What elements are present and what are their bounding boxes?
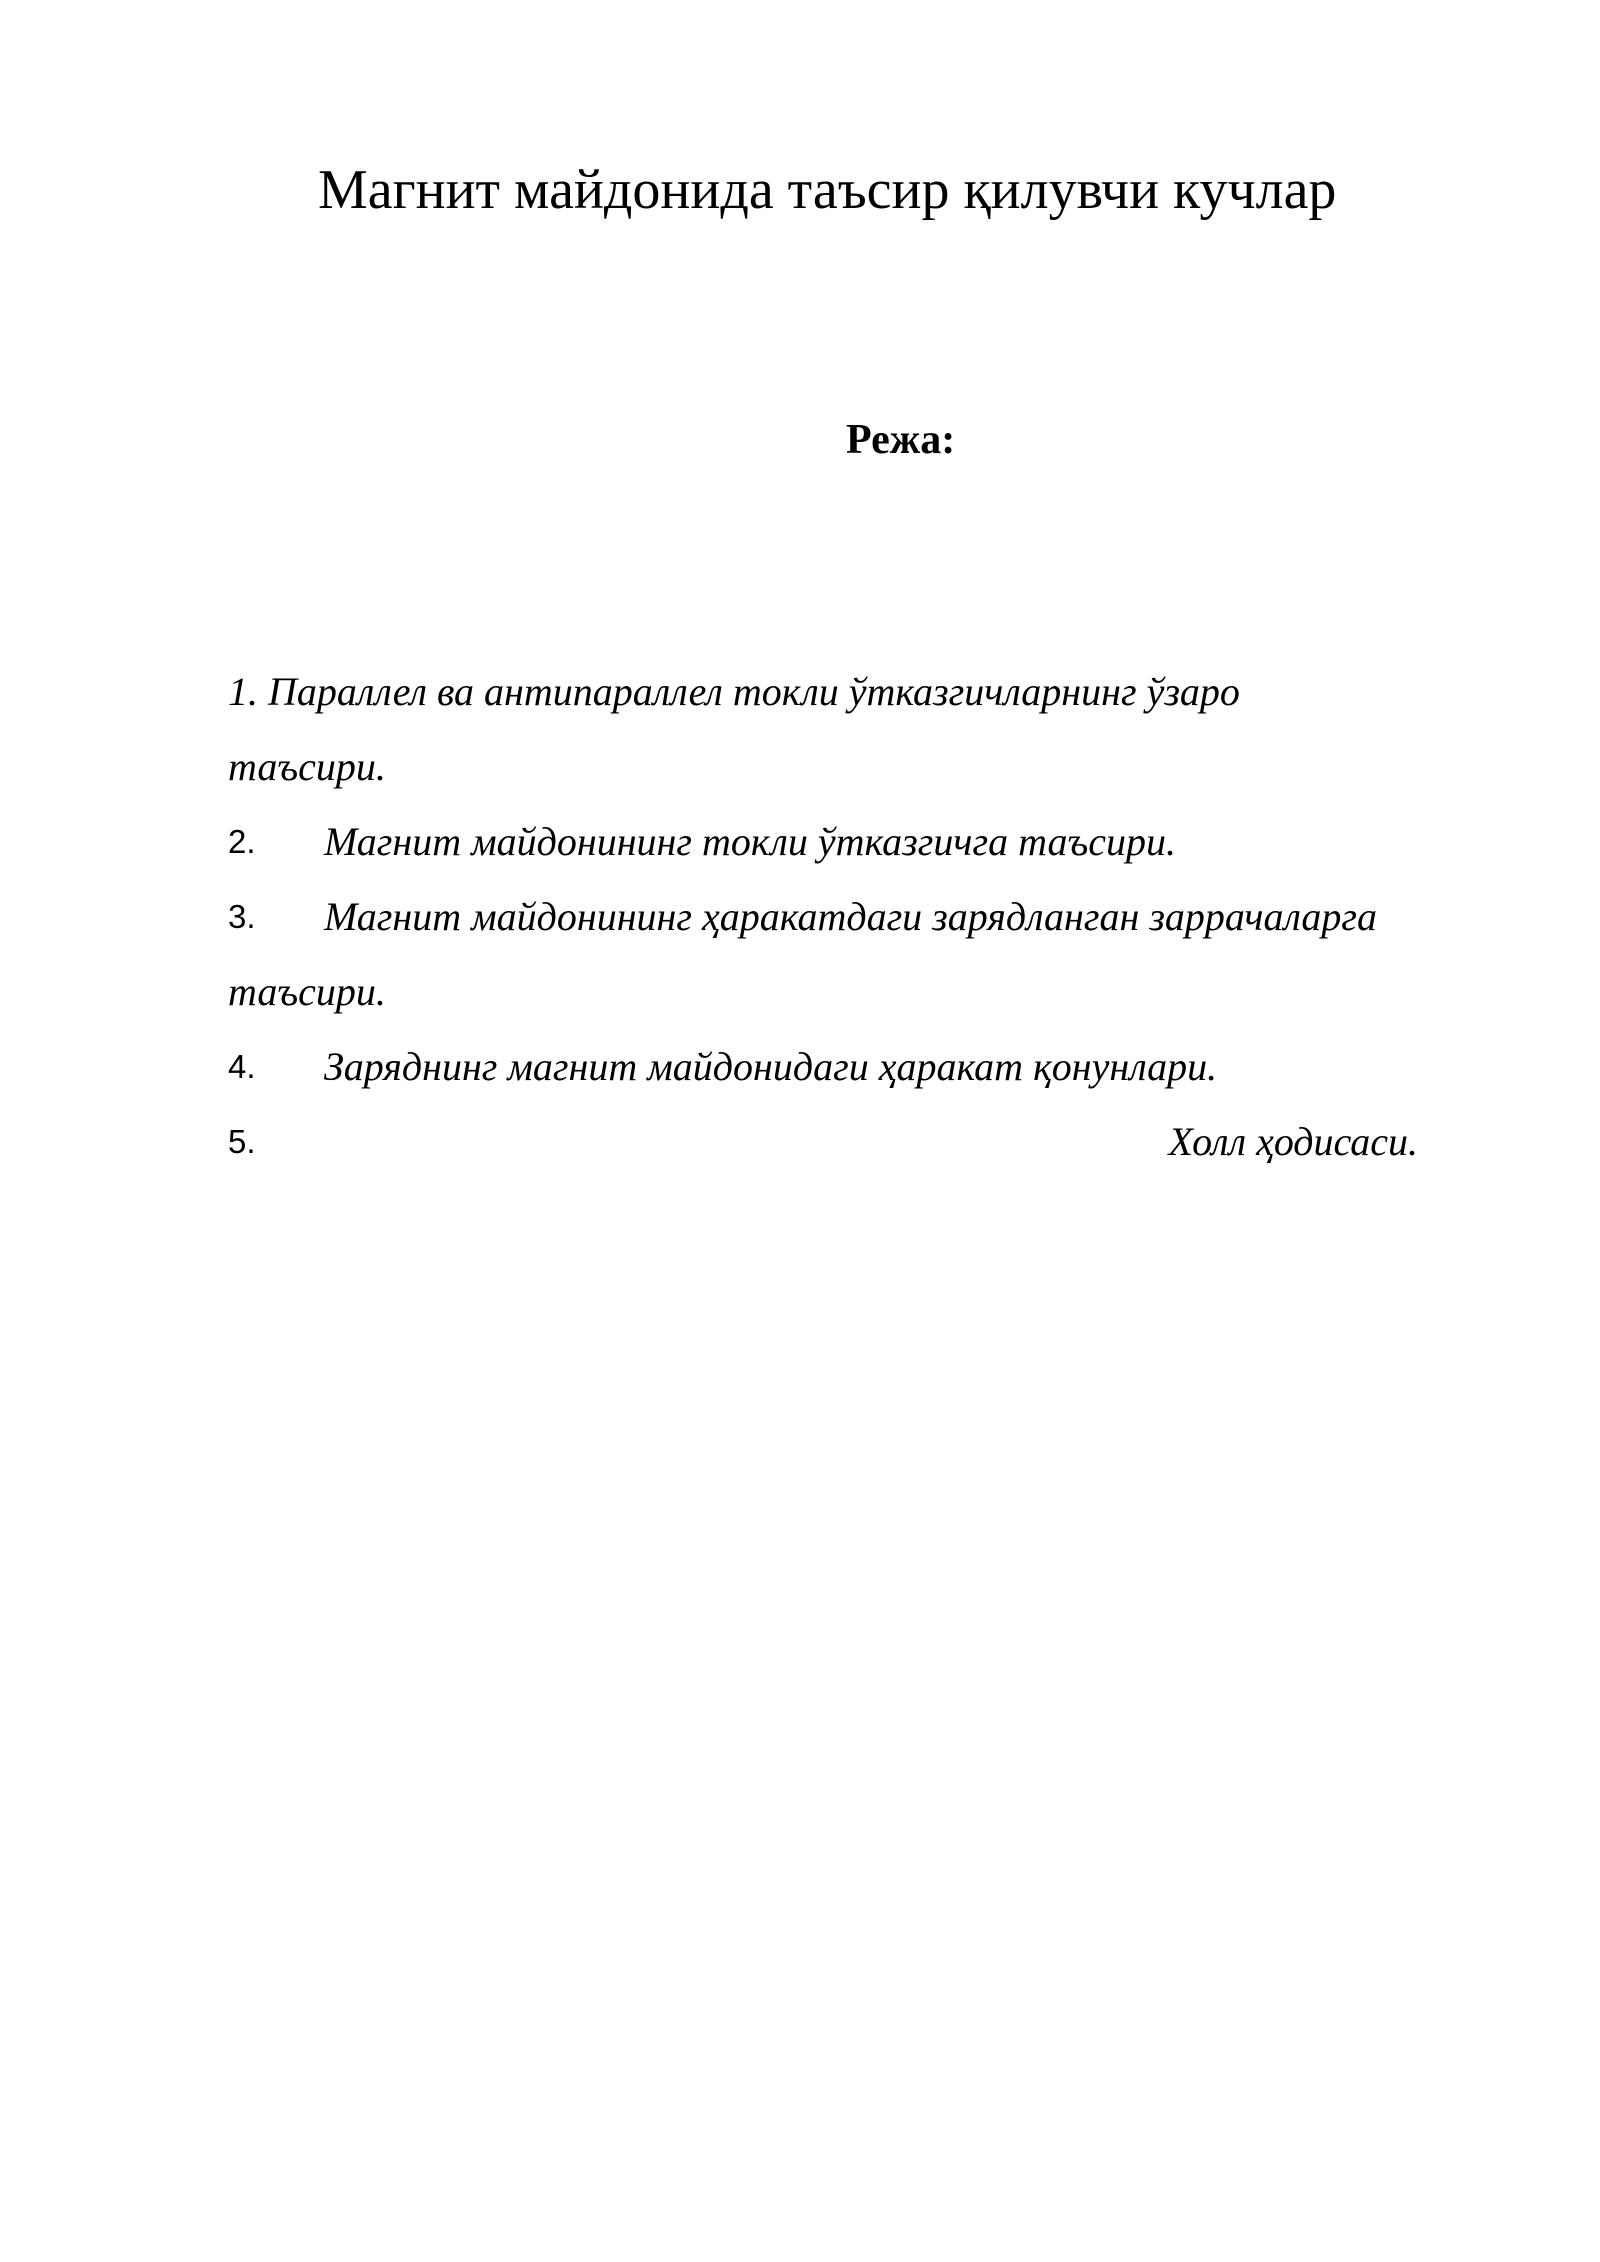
plan-item-1-continuation	[228, 729, 1468, 804]
plan-list	[228, 654, 1468, 1179]
plan-heading: Режа:	[846, 417, 956, 463]
plan-item-3-text: Магнит майдонининг ҳаракатдаги зарядланган заррачаларга	[324, 894, 1378, 939]
plan-item-3-text-continued: таъсири.	[228, 969, 386, 1014]
plan-item-2-text: Магнит майдонининг токли ўтказгичга таъсири.	[324, 819, 1176, 864]
plan-item-4-text: Заряднинг магнит майдонидаги ҳаракат қонунлари.	[324, 1044, 1218, 1089]
plan-item-5	[228, 1104, 1468, 1179]
plan-item-4	[228, 1029, 1468, 1104]
plan-item-3-continuation	[228, 954, 1468, 1029]
plan-item-1-text-continued: таъсири.	[228, 744, 386, 789]
plan-item-3	[228, 879, 1468, 954]
plan-item-2	[228, 804, 1468, 879]
plan-item-5-text: Холл ҳодисаси.	[1168, 1119, 1418, 1164]
plan-item-2-number: 2.	[228, 823, 256, 860]
plan-item-1-text: Параллел ва антипараллел токли ўтказгичларнинг ўзаро	[268, 669, 1240, 714]
plan-item-3-number: 3.	[228, 898, 256, 935]
plan-item-1	[228, 654, 1468, 729]
plan-item-5-number: 5.	[228, 1123, 256, 1160]
plan-item-4-number: 4.	[228, 1048, 256, 1085]
plan-item-1-number: 1.	[228, 669, 258, 714]
document-title: Магнит майдонида таъсир қилувчи кучлар	[318, 159, 1337, 221]
